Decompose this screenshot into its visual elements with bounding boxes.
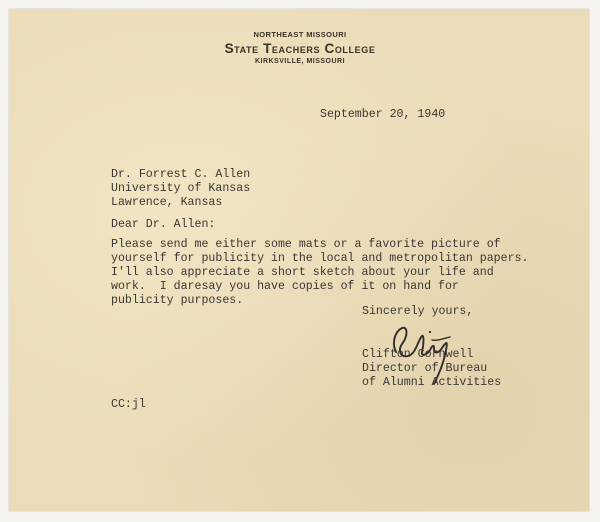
- letter-date: September 20, 1940: [320, 108, 446, 121]
- recipient-organization: University of Kansas: [111, 182, 251, 195]
- signer-name: Clifton Cornwell: [362, 348, 474, 361]
- salutation: Dear Dr. Allen:: [111, 218, 216, 231]
- recipient-location: Lawrence, Kansas: [111, 196, 223, 209]
- signer-title-line-1: Director of Bureau: [362, 362, 488, 375]
- body-line-5: publicity purposes.: [111, 294, 244, 307]
- letterhead-college-name: State Teachers College: [224, 41, 376, 56]
- letterhead-region: NORTHEAST MISSOURI: [253, 30, 347, 39]
- body-line-1: Please send me either some mats or a favorite picture of: [111, 238, 501, 251]
- signer-title-line-2: of Alumni Activities: [362, 376, 502, 389]
- body-line-2: yourself for publicity in the local and metropolitan papers.: [111, 252, 529, 265]
- reference-initials: CC:jl: [111, 398, 146, 411]
- body-line-4: work. I daresay you have copies of it on hand for: [111, 280, 459, 293]
- body-line-3: I'll also appreciate a short sketch about your life and: [111, 266, 494, 279]
- closing: Sincerely yours,: [362, 305, 474, 318]
- recipient-name: Dr. Forrest C. Allen: [111, 168, 251, 181]
- letterhead-city: KIRKSVILLE, MISSOURI: [254, 58, 346, 65]
